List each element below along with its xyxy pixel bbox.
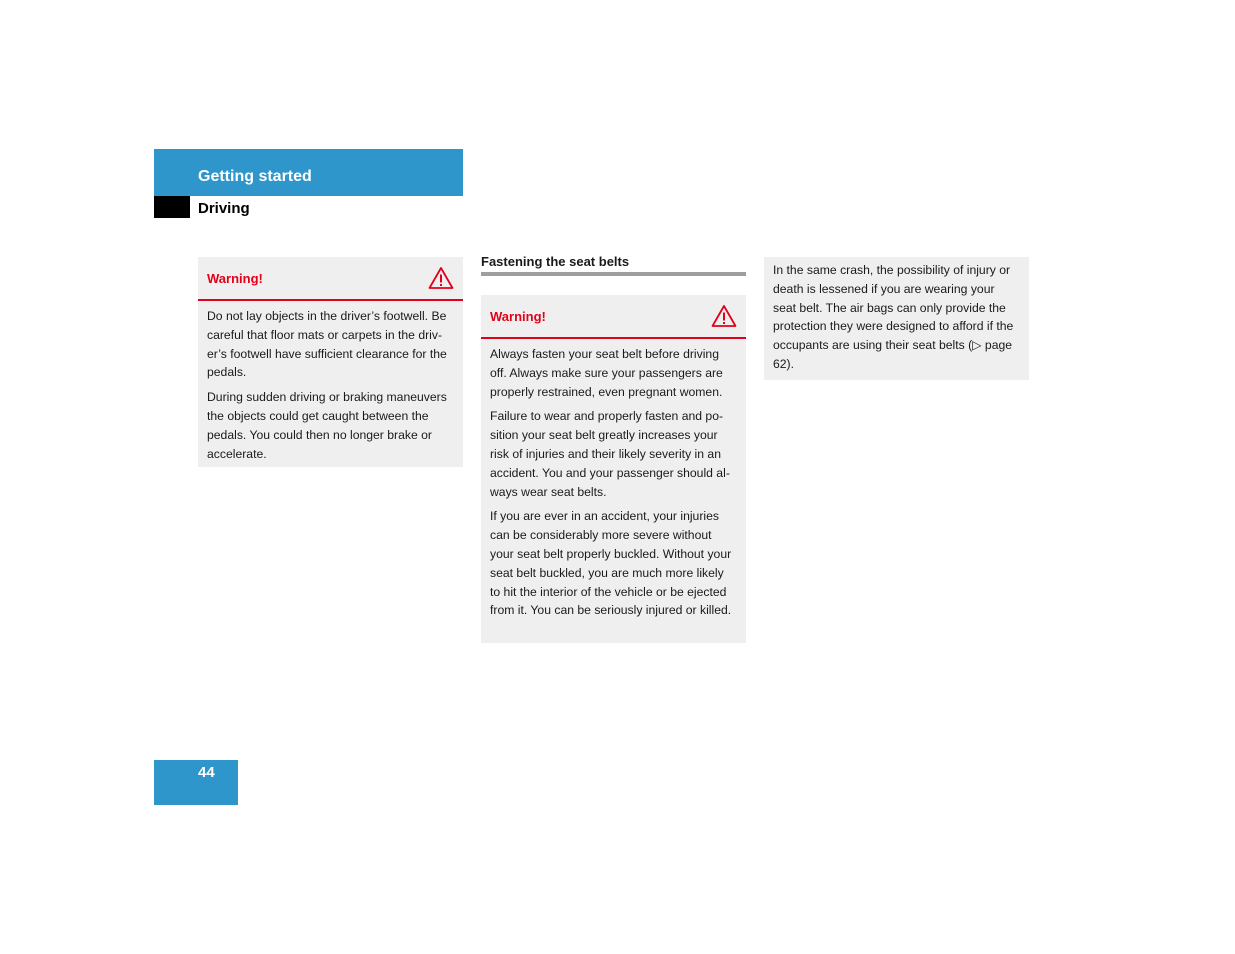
section-title: Getting started [198, 168, 312, 185]
heading-rule [481, 272, 746, 276]
column-heading: Fastening the seat belts [481, 254, 630, 269]
warning-paragraph: Do not lay objects in the driver’s footwell. Be careful that floor mats or carpets in the driver’s footwell have sufficient clearance for the pedals. [207, 309, 447, 380]
warning-body [481, 339, 746, 626]
note-body [764, 257, 1029, 380]
warning-paragraph: Failure to wear and properly fasten and position your seat belt greatly increases your risk of injuries and their likely severity in an accident. You and your passenger should always wear seat belts. [490, 409, 730, 499]
note-box-seat-belts [764, 257, 1029, 380]
warning-header [481, 295, 746, 339]
warning-body [198, 301, 463, 469]
warning-paragraph: Always fasten your seat belt before driving off. Always make sure your passengers are properly restrained, even pregnant women. [490, 347, 723, 399]
warning-paragraph: During sudden driving or braking maneuvers the objects could get caught between the pedals. You could then no longer brake or accelerate. [207, 390, 447, 461]
warning-box-seat-belts [481, 295, 746, 643]
note-text: In the same crash, the possibility of injury or death is lessened if you are wearing your seat belt. The air bags can only provide the protection they were designed to afford if the occupants are using their seat belts (▷ page 62). [773, 263, 1014, 371]
warning-label: Warning! [490, 308, 546, 324]
page-number-tab [154, 760, 238, 805]
page-number: 44 [198, 764, 215, 781]
subsection-title: Driving [198, 200, 250, 217]
warning-label: Warning! [207, 270, 263, 286]
warning-triangle-icon [428, 266, 454, 290]
warning-box-footwell [198, 257, 463, 467]
warning-header [198, 257, 463, 301]
subsection-marker [154, 196, 190, 218]
warning-paragraph: If you are ever in an accident, your injuries can be considerably more severe without your seat belt properly buckled. Without your seat belt buckled, you are much more likely to hit the interior of the vehicle or be ejected from it. You can be seriously injured or killed. [490, 509, 732, 618]
warning-triangle-icon [711, 304, 737, 328]
